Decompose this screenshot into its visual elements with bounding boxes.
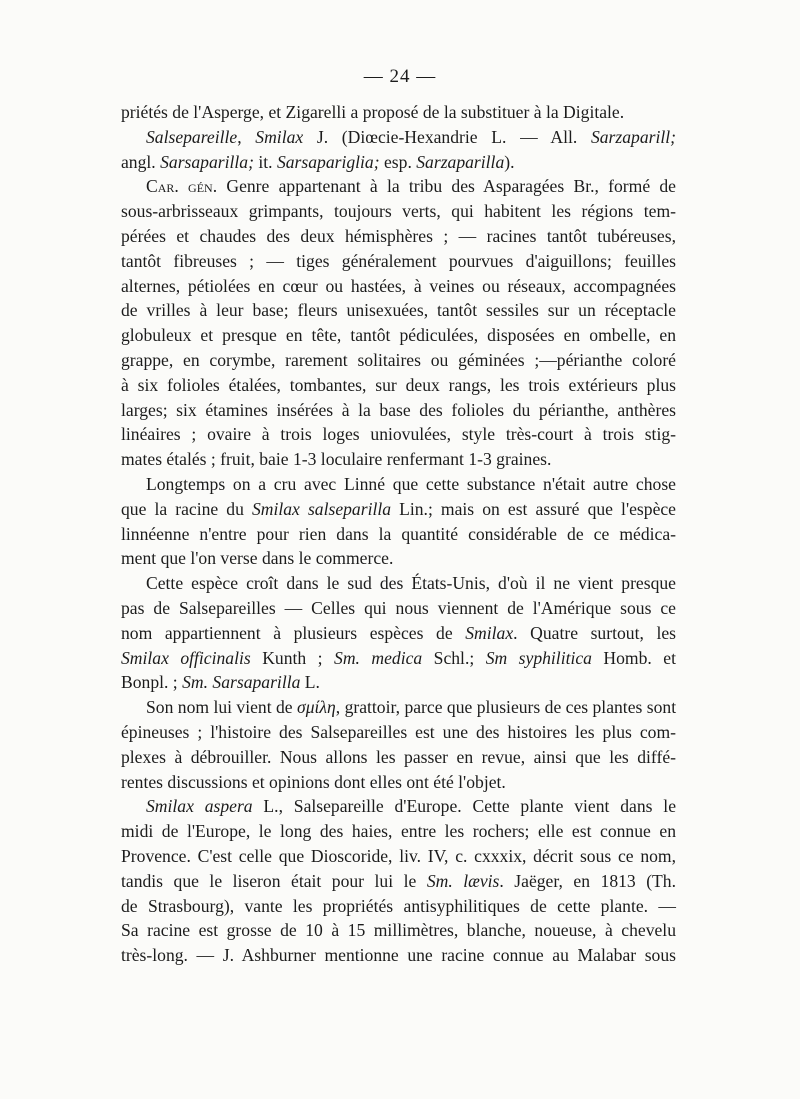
text-line: angl. Sarsaparilla; it. Sarsapariglia; esp. Sarzaparilla). [121,151,515,172]
text-line: midi de l'Europe, le long des haies, entre les rochers; elle est connue en [121,821,676,842]
text-line: plexes à débrouiller. Nous allons les passer en revue, ainsi que les diffé- [121,746,676,767]
text-line: rentes discussions et opinions dont elles ont été l'objet. [121,771,506,792]
text-line: priétés de l'Asperge, et Zigarelli a proposé de la substituer à la Digitale. [121,102,625,122]
text-line: Smilax aspera L., Salsepareille d'Europe. Cette plante vient dans le [146,796,676,817]
text-line: mates étalés ; fruit, baie 1-3 loculaire renfermant 1-3 graines. [121,449,552,470]
text-line: larges; six étamines insérées à la base des folioles du périanthe, anthères [121,399,676,420]
text-line: à six folioles étalées, tombantes, sur deux rangs, les trois extérieurs plus [121,374,676,395]
text-line: de vrilles à leur base; fleurs unisexuées, tantôt sessiles sur un réceptacle [121,300,676,321]
text-line: ment que l'on verse dans le commerce. [121,548,394,569]
text-line: Son nom lui vient de σμίλη, grattoir, parce que plusieurs de ces plantes sont [146,697,677,718]
text-line: grappe, en corymbe, rarement solitaires ou géminées ;—périanthe coloré [121,349,676,370]
text-line: pas de Salsepareilles — Celles qui nous viennent de l'Amérique sous ce [121,597,676,618]
text-line: Salsepareille, Smilax J. (Diœcie-Hexandrie L. — All. Sarzaparill; [146,126,677,147]
text-line: sous-arbrisseaux grimpants, toujours verts, qui habitent les régions tem- [121,201,676,222]
text-line: linnéenne n'entre pour rien dans la quantité considérable de ce médica- [121,523,676,544]
text-line: très-long. — J. Ashburner mentionne une racine connue au Malabar sous [121,945,676,966]
text-line: Provence. C'est celle que Dioscoride, liv. IV, c. cxxxix, décrit sous ce nom, [121,845,676,866]
text-line: Sa racine est grosse de 10 à 15 millimètres, blanche, noueuse, à chevelu [121,920,676,941]
page-number: — 24 — [363,66,437,87]
text-line: Cette espèce croît dans le sud des États-Unis, d'où il ne vient presque [146,573,676,594]
text-line: que la racine du Smilax salseparilla Lin.; mais on est assuré que l'espèce [121,498,676,519]
text-line: tandis que le liseron était pour lui le Sm. lævis. Jaëger, en 1813 (Th. [121,870,677,891]
text-line: globuleux et presque en tête, tantôt pédiculées, disposées en ombelle, en [121,325,676,346]
body-text [121,100,676,968]
text-line: Longtemps on a cru avec Linné que cette substance n'était autre chose [146,473,676,494]
text-line: Car. gén. Genre appartenant à la tribu des Asparagées Br., formé de [146,176,676,197]
text-line: de Strasbourg), vante les propriétés antisyphilitiques de cette plante. — [121,895,676,916]
text-line: épineuses ; l'histoire des Salsepareilles est une des histoires les plus com- [121,721,676,742]
text-line: tantôt fibreuses ; — tiges généralement pourvues d'aiguillons; feuilles [121,250,676,271]
text-line: Bonpl. ; Sm. Sarsaparilla L. [121,672,320,693]
text-line: pérées et chaudes des deux hémisphères ; — racines tantôt tubéreuses, [121,225,676,246]
text-line: Smilax officinalis Kunth ; Sm. medica Schl.; Sm syphilitica Homb. et [121,647,676,668]
text-line: linéaires ; ovaire à trois loges uniovulées, style très-court à trois stig- [121,424,676,445]
text-line: alternes, pétiolées en cœur ou hastées, à veines ou réseaux, accompagnées [121,275,676,296]
text-line: nom appartiennent à plusieurs espèces de Smilax. Quatre surtout, les [121,622,676,643]
